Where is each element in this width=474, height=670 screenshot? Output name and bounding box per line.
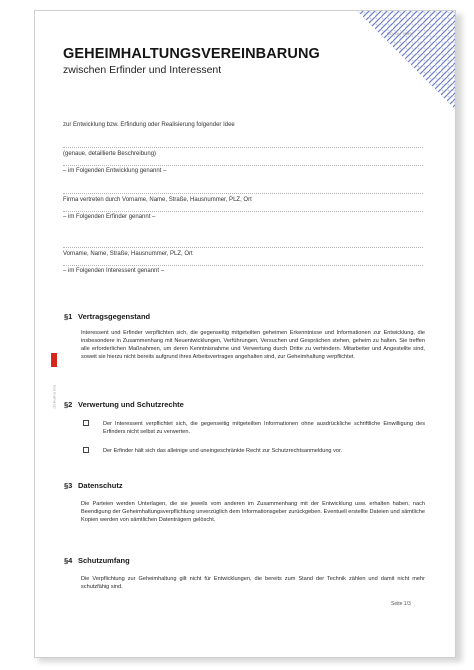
section-heading <box>64 400 184 409</box>
section-heading <box>64 312 150 321</box>
fill-line <box>63 265 423 266</box>
fill-line <box>63 193 423 194</box>
section-paragraph: Die Parteien werden Unterlagen, die sie jeweils vom anderen im Zusammenhang mit der Entwicklung usw. erhalten haben, nach Beendigung der Geheimhaltungsverpflichtung unverzüglich dem Informationsgeber zurückgeben. Eventuell erstellte Dateien und sämtliche Kopien werden von sämtlichen Datenträgern gelöscht. <box>81 501 425 524</box>
description-label: (genaue, detaillierte Beschreibung) <box>63 151 157 157</box>
brand-logo <box>51 353 57 409</box>
section-number: §4 <box>64 556 73 565</box>
section-title: Schutzumfang <box>78 556 130 565</box>
document-page <box>34 10 456 658</box>
document-title: GEHEIMHALTUNGSVEREINBARUNG <box>63 46 320 62</box>
section-paragraph: Interessent und Erfinder verpflichten sich, die gegenseitig mitgeteilten geheimen Erkenntnisse und Informationen zur Entwicklung, die insbesondere in Zusammenhang mit Neuentwicklungen, Verführungen, Versuchen und Gesprächen stehen, geheim zu halten. Sie treffen alle erforderlichen Maßnahmen, um deren Kenntnisnahme und Verwertung durch Dritte zu verhindern. Mitarbeiter und Angestellte sind, soweit sie hierzu nicht bereits aufgrund ihres Arbeitsvertrages angehalten sind, zur Geheimhaltung verpflichtet. <box>81 330 425 361</box>
document-id: DO. DL. 3089 <box>387 31 412 36</box>
intro-text: zur Entwicklung bzw. Erfindung oder Realisierung folgender Idee <box>63 122 235 128</box>
section-title: Verwertung und Schutzrechte <box>78 400 184 409</box>
page-number: Seite 1/3 <box>391 601 411 607</box>
section-heading <box>64 556 130 565</box>
section-number: §2 <box>64 400 73 409</box>
brand-logo-text: dokumente <box>51 384 57 409</box>
section-number: §1 <box>64 312 73 321</box>
person-line: Vorname, Name, Straße, Hausnummer, PLZ, Ort <box>63 251 193 257</box>
section-item: Der Interessent verpflichtet sich, die gegenseitig mitgeteilten Informationen ohne ausdrückliche schriftliche Einwilligung des Erfinders nicht selbst zu verwerten. <box>103 421 425 436</box>
inventor-label: – im Folgenden Erfinder genannt – <box>63 214 156 220</box>
checkbox[interactable] <box>83 447 89 453</box>
document-subtitle: zwischen Erfinder und Interessent <box>63 64 222 76</box>
checkbox[interactable] <box>83 420 89 426</box>
section-title: Vertragsgegenstand <box>78 312 151 321</box>
interested-label: – im Folgenden Interessent genannt – <box>63 268 165 274</box>
section-item: Der Erfinder hält sich das alleinige und uneingeschränkte Recht zur Schutzrechtsanmeldung vor. <box>103 448 343 454</box>
development-label: – im Folgenden Entwicklung genannt – <box>63 168 167 174</box>
fill-line <box>63 147 423 148</box>
section-paragraph: Die Verpflichtung zur Geheimhaltung gilt nicht für Entwicklungen, die bereits zum Stand der Technik zählen und damit nicht mehr schutzfähig sind. <box>81 576 425 591</box>
section-title: Datenschutz <box>78 481 123 490</box>
brand-logo-mark <box>51 353 57 367</box>
fill-line <box>63 247 423 248</box>
company-line: Firma vertreten durch Vorname, Name, Straße, Hausnummer, PLZ, Ort <box>63 197 252 203</box>
section-number: §3 <box>64 481 73 490</box>
fill-line <box>63 165 423 166</box>
fill-line <box>63 211 423 212</box>
section-heading <box>64 481 123 490</box>
